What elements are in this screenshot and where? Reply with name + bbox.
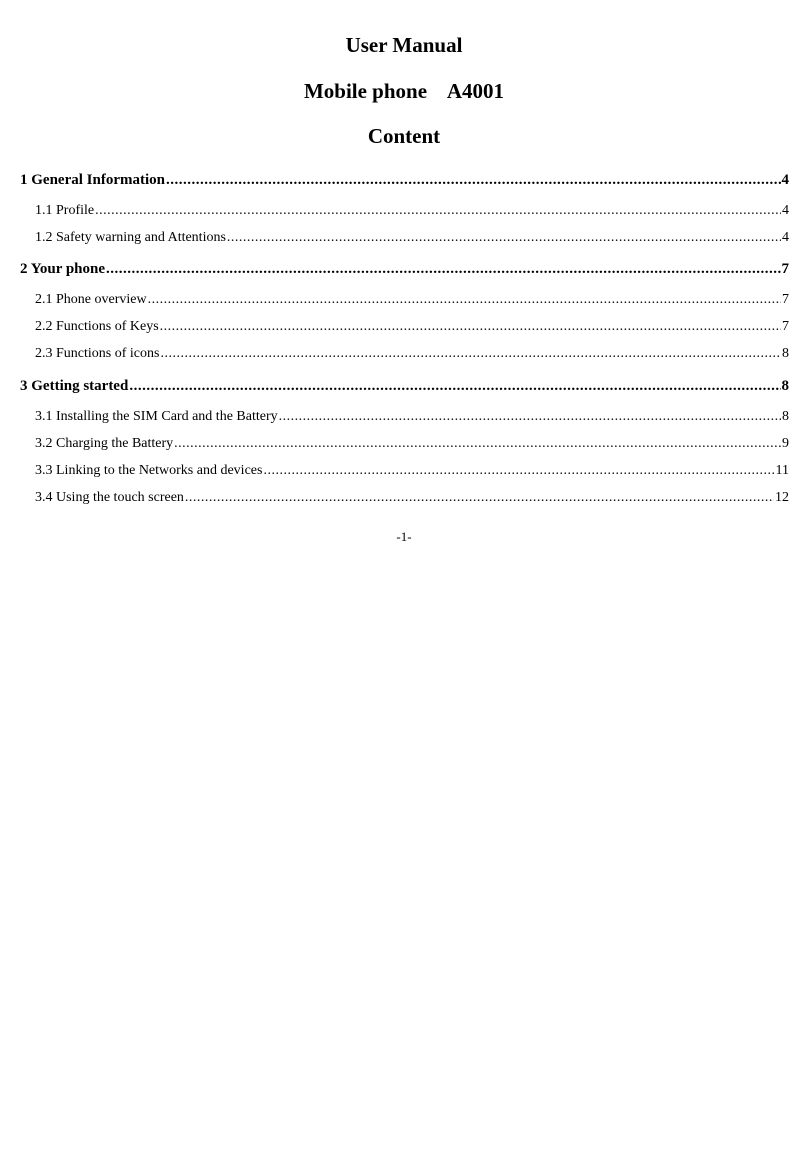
toc-entry[interactable] — [35, 202, 789, 219]
toc-entry-label: 3.4 Using the touch screen — [35, 490, 184, 505]
toc-entry-page: 7 — [782, 292, 789, 307]
toc-entry[interactable] — [35, 318, 789, 335]
toc-dot-leader — [148, 291, 781, 308]
page-number: -1- — [396, 529, 412, 544]
toc-dot-leader — [263, 462, 774, 479]
toc-dot-leader — [185, 489, 774, 506]
toc-entry-label: 1 General Information — [20, 172, 165, 188]
toc-entry-label: 2.2 Functions of Keys — [35, 319, 159, 334]
toc-entry-page: 12 — [775, 490, 789, 505]
toc-entry-label: 1.1 Profile — [35, 203, 95, 218]
toc-entry[interactable] — [35, 462, 789, 479]
toc-entry-page: 4 — [782, 203, 789, 218]
toc-dot-leader — [106, 260, 780, 278]
toc-entry[interactable] — [35, 345, 789, 362]
toc-entry-page: 9 — [782, 436, 789, 451]
toc-dot-leader — [160, 318, 781, 335]
toc-entry-page: 4 — [782, 230, 789, 245]
toc-dot-leader — [174, 435, 781, 452]
toc-entry-label: 2.3 Functions of icons — [35, 346, 160, 361]
toc-entry-page: 7 — [782, 319, 789, 334]
toc-dot-leader — [279, 408, 781, 425]
toc-entry[interactable] — [35, 408, 789, 425]
toc-entry[interactable] — [35, 229, 789, 246]
toc-entry[interactable] — [20, 260, 789, 278]
toc-entry[interactable] — [35, 489, 789, 506]
toc-entry-label: 2.1 Phone overview — [35, 292, 147, 307]
toc-entry-page: 4 — [781, 172, 789, 188]
toc-entry-label: 3.3 Linking to the Networks and devices — [35, 463, 263, 478]
toc-entry-page: 8 — [781, 378, 789, 394]
toc-dot-leader — [160, 345, 781, 362]
toc-entry-page: 11 — [775, 463, 789, 478]
toc-entry[interactable] — [35, 435, 789, 452]
content-heading: Content — [367, 124, 441, 148]
toc-entry-label: 3.1 Installing the SIM Card and the Battery — [35, 409, 278, 424]
toc-dot-leader — [95, 202, 781, 219]
toc-entry-label: 2 Your phone — [20, 261, 106, 277]
toc-entry-page: 8 — [782, 346, 789, 361]
document-subtitle: Mobile phone A4001 — [303, 79, 505, 103]
toc-entry[interactable] — [20, 171, 789, 189]
toc-dot-leader — [166, 171, 781, 189]
toc-entry[interactable] — [20, 377, 789, 395]
toc-dot-leader — [227, 229, 781, 246]
toc-dot-leader — [129, 377, 780, 395]
toc-entry-label: 3.2 Charging the Battery — [35, 436, 174, 451]
document-title: User Manual — [345, 33, 463, 57]
toc-entry-label: 3 Getting started — [20, 378, 129, 394]
toc-entry-page: 8 — [782, 409, 789, 424]
toc-entry-label: 1.2 Safety warning and Attentions — [35, 230, 226, 245]
toc-entry-page: 7 — [781, 261, 789, 277]
toc-entry[interactable] — [35, 291, 789, 308]
